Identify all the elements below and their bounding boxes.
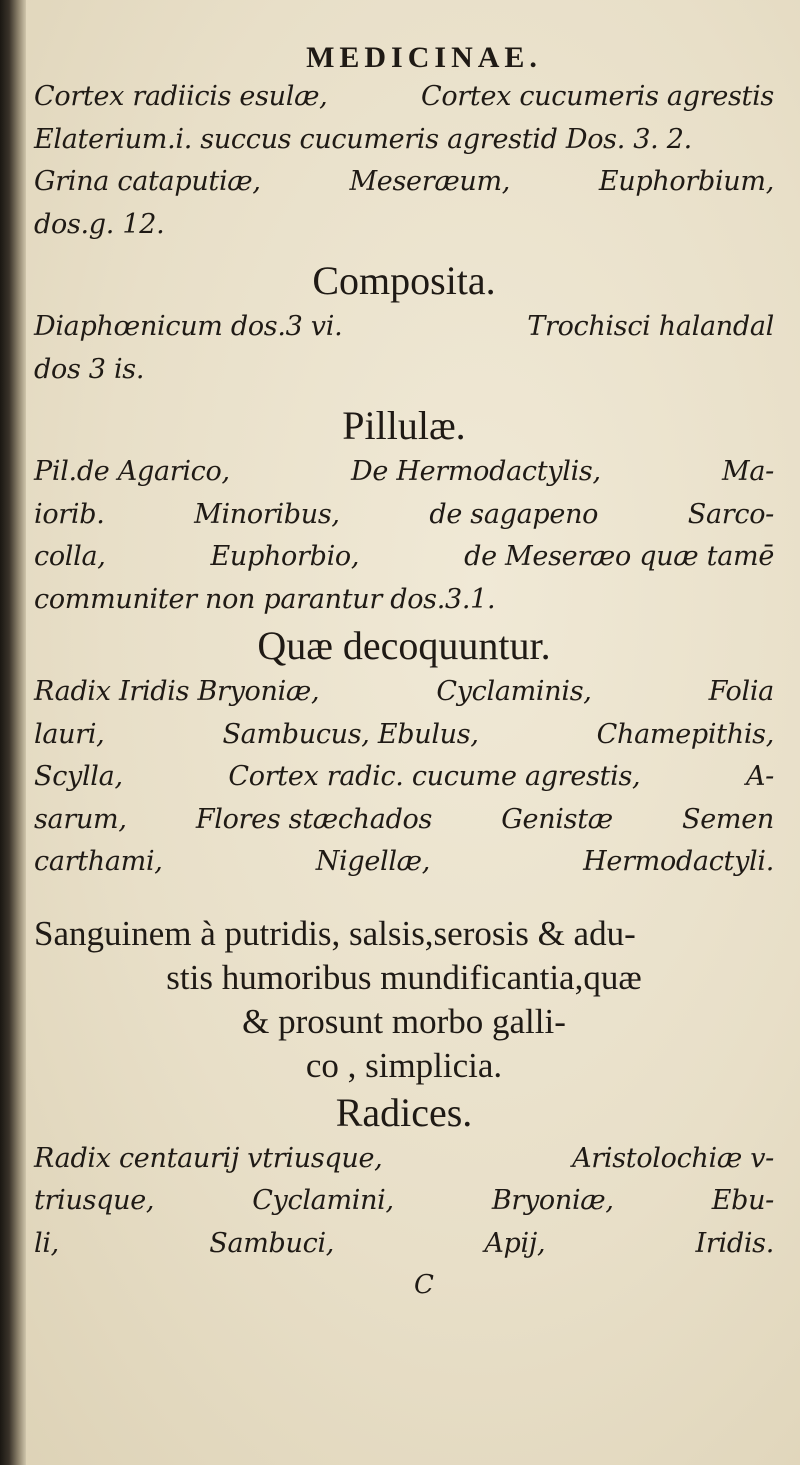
- list-entry: Cyclamini,: [252, 1185, 394, 1216]
- list-line: [34, 841, 774, 884]
- list-entry: dos.g. 12.: [34, 208, 165, 240]
- pillulae-list: [34, 451, 774, 621]
- list-line: [34, 536, 774, 579]
- list-entry: lauri,: [34, 718, 105, 750]
- list-entry: Cortex cucumeris agrestis: [420, 81, 774, 112]
- list-entry: Hermodactyli.: [583, 846, 774, 877]
- list-entry: Ma-: [722, 456, 774, 487]
- list-entry: communiter non parantur dos.3.1.: [34, 583, 496, 615]
- page-gutter-shadow: [0, 0, 26, 1465]
- list-entry: sarum,: [34, 803, 127, 835]
- list-entry: De Hermodactylis,: [351, 456, 601, 487]
- list-entry: de Meseræo quæ tamē: [464, 541, 774, 572]
- list-entry: Scylla,: [34, 761, 123, 792]
- list-line: [34, 451, 774, 494]
- list-entry: Ebu-: [711, 1185, 774, 1216]
- list-entry: triusque,: [34, 1185, 155, 1216]
- signature-mark: C: [414, 1270, 434, 1300]
- list-entry: Euphorbio,: [210, 541, 360, 572]
- page-text-block: [34, 40, 774, 1305]
- list-line: [34, 714, 774, 757]
- list-entry: Sambuci,: [209, 1227, 335, 1259]
- composita-list: [34, 306, 774, 391]
- list-entry: Trochisci halandal: [527, 311, 774, 342]
- list-line: [34, 579, 774, 622]
- list-entry: carthami,: [34, 846, 163, 877]
- list-entry: Flores stæchados: [195, 803, 433, 835]
- section-heading-composita: Composita.: [312, 258, 496, 303]
- running-head: MEDICINAE.: [306, 41, 542, 74]
- list-line: [34, 756, 774, 799]
- list-line: [34, 306, 774, 349]
- list-line: [34, 76, 774, 119]
- list-entry: Meseræum,: [349, 166, 511, 197]
- list-entry: Apij,: [484, 1227, 546, 1259]
- paragraph-line: stis humoribus mundificantia,quæ: [166, 957, 642, 997]
- list-entry: A-: [745, 761, 774, 792]
- list-entry: Diaphœnicum dos.3 vi.: [34, 311, 343, 342]
- list-entry: Chamepithis,: [596, 718, 774, 750]
- list-line: [34, 349, 774, 392]
- list-entry: Genistæ: [501, 803, 613, 835]
- paragraph-line: co , simplicia.: [305, 1045, 503, 1085]
- list-entry: Cortex radiicis esulæ,: [34, 81, 328, 112]
- list-entry: de sagapeno: [429, 498, 599, 530]
- list-line: [34, 119, 774, 162]
- list-line: [34, 494, 774, 537]
- list-entry: Elaterium.i. succus cucumeris agrestid Dos. 3. 2.: [34, 123, 692, 155]
- list-entry: Folia: [708, 676, 774, 707]
- list-entry: Iridis.: [695, 1227, 774, 1259]
- paragraph-line: & prosunt morbo galli-: [242, 1001, 566, 1041]
- list-entry: li,: [34, 1227, 59, 1259]
- section-heading-radices: Radices.: [335, 1089, 473, 1135]
- list-entry: Cortex radic. cucume agrestis,: [228, 761, 641, 792]
- list-line: [34, 204, 774, 247]
- list-entry: Grina cataputiæ,: [34, 166, 261, 197]
- list-line: [34, 799, 774, 842]
- radices-list: [34, 1138, 774, 1266]
- paragraph-line: Sanguinem à putridis, salsis,serosis & adu-: [34, 913, 636, 953]
- list-entry: Sarco-: [687, 498, 774, 530]
- list-entry: Nigellæ,: [315, 846, 431, 877]
- list-line: [34, 1138, 774, 1181]
- list-line: [34, 161, 774, 204]
- list-line: [34, 671, 774, 714]
- list-entry: Radix Iridis Bryoniæ,: [34, 676, 320, 707]
- list-entry: Radix centaurij vtriusque,: [34, 1142, 383, 1174]
- list-line: [34, 1223, 774, 1266]
- list-entry: Minoribus,: [194, 498, 340, 530]
- list-entry: Bryoniæ,: [491, 1185, 614, 1216]
- section-heading-pillulae: Pillulæ.: [342, 403, 466, 448]
- roman-paragraph: [34, 912, 774, 1088]
- list-entry: Pil.de Agarico,: [34, 456, 230, 487]
- section-heading-decoquuntur: Quæ decoquuntur.: [257, 623, 551, 668]
- list-entry: Aristolochiæ v-: [572, 1142, 774, 1174]
- list-entry: Euphorbium,: [598, 166, 774, 197]
- list-entry: Cyclaminis,: [436, 676, 592, 707]
- list-entry: Semen: [682, 803, 774, 835]
- list-entry: dos 3 is.: [34, 353, 145, 385]
- list-line: [34, 1180, 774, 1223]
- list-entry: Sambucus, Ebulus,: [222, 718, 479, 750]
- list-entry: colla,: [34, 541, 106, 572]
- decoquuntur-list: [34, 671, 774, 884]
- simplicia-list: [34, 76, 774, 246]
- list-entry: iorib.: [34, 498, 105, 530]
